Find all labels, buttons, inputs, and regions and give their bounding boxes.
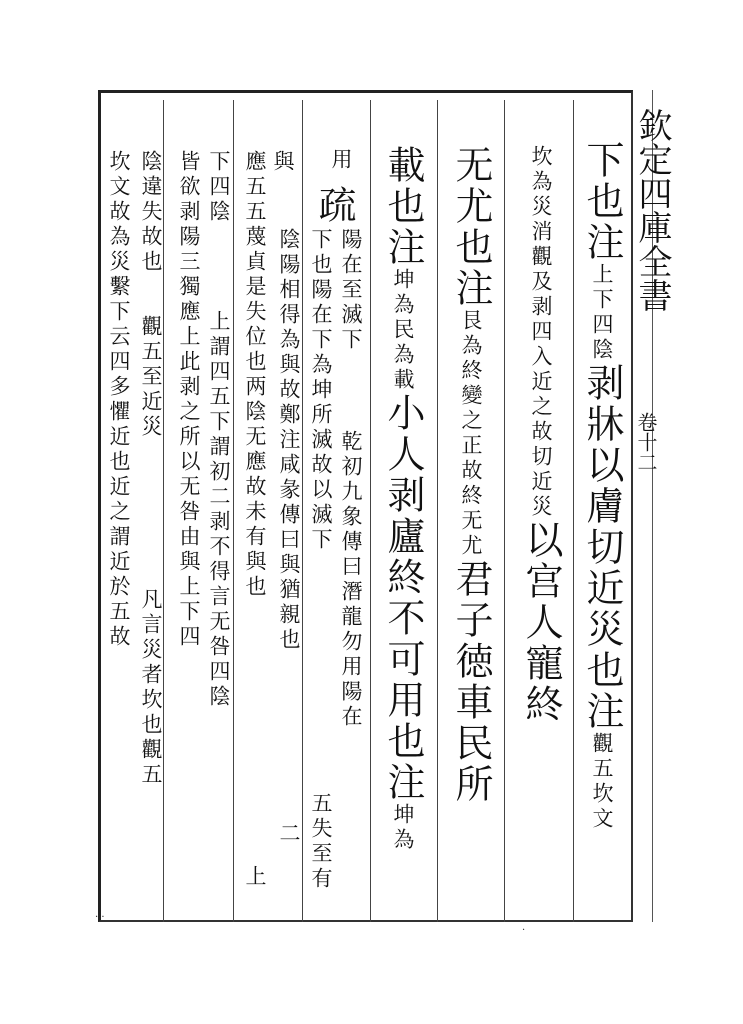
commentary-text: 陽在至滅下: [339, 228, 363, 353]
commentary-text: 凡言災者坎也觀五: [139, 588, 163, 788]
text-column: [208, 310, 229, 710]
text-column: [208, 150, 229, 225]
commentary-text: 用: [329, 148, 353, 173]
main-text: 无尤也注: [449, 145, 493, 309]
commentary-text: 陰陽相得為與故鄭注咸彖傳曰與猶親也: [277, 228, 301, 653]
commentary-text: 坎文故為災繫下云四多懼近也近之謂近於五故: [107, 150, 131, 650]
juan-number: 卷十二: [634, 412, 658, 472]
column-rule: [302, 100, 303, 922]
scan-speck: · ·: [95, 912, 105, 923]
main-text: 君子徳車民所: [449, 559, 493, 805]
text-column: [519, 145, 563, 725]
main-text: 下也注: [580, 140, 624, 263]
column-rule: [504, 100, 505, 922]
text-column: [340, 228, 361, 353]
text-column: [312, 185, 356, 226]
commentary-text: 上: [243, 865, 267, 890]
commentary-text: 觀五至近災: [139, 315, 163, 440]
text-column: [580, 140, 624, 832]
main-text: 疏: [312, 185, 356, 226]
column-rule: [437, 100, 438, 922]
commentary-text: 艮為終變之正故終无尤: [459, 309, 483, 559]
text-column: [108, 150, 129, 650]
text-column: [381, 145, 425, 853]
commentary-text: 下也陽在下為坤所滅故以滅下: [309, 228, 333, 553]
commentary-text: 坎為災消觀及剥四入近之故切近災: [529, 145, 553, 520]
text-column: [449, 145, 493, 805]
column-rule: [573, 100, 574, 922]
text-column: [310, 792, 331, 892]
text-column: [278, 228, 299, 653]
commentary-text: 坤為民為載: [391, 268, 415, 393]
commentary-text: 觀五坎文: [590, 732, 614, 832]
text-column: [140, 150, 161, 275]
commentary-text: 應五五蔑貞是失位也两陰无應故未有與也: [243, 150, 267, 600]
commentary-text: 坤為: [391, 803, 415, 853]
text-column: [244, 865, 265, 890]
commentary-text: 下四陰: [207, 150, 231, 225]
main-text: 剥牀以膚切近災也注: [580, 363, 624, 732]
main-text: 載也注: [381, 145, 425, 268]
text-column: [140, 588, 161, 788]
commentary-text: 五失至有: [309, 792, 333, 892]
column-rule: [233, 100, 234, 922]
text-column: [140, 315, 161, 440]
main-text: 以宫人寵終: [519, 520, 563, 725]
commentary-text: 二: [277, 822, 301, 847]
scan-speck: ·: [522, 925, 526, 936]
column-rule: [370, 100, 371, 922]
commentary-text: 乾初九象傳曰潛龍勿用陽在: [339, 430, 363, 730]
text-column: [278, 822, 299, 847]
commentary-text: 與: [271, 150, 295, 175]
text-column: [244, 150, 265, 600]
commentary-text: 上下四陰: [590, 263, 614, 363]
text-column: [178, 150, 199, 650]
text-column: [330, 148, 351, 173]
text-column: [310, 228, 331, 553]
commentary-text: 皆欲剥陽三獨應上此剥之所以无咎由與上下四: [177, 150, 201, 650]
commentary-text: 陰違失故也: [139, 150, 163, 275]
main-text: 小人剥廬終不可用也注: [381, 393, 425, 803]
commentary-text: 上謂四五下謂初二剥不得言无咎四陰: [207, 310, 231, 710]
column-rule: [163, 100, 164, 922]
book-title: 欽定四庫全書: [632, 108, 672, 312]
text-column: [272, 150, 293, 175]
text-column: [340, 430, 361, 730]
